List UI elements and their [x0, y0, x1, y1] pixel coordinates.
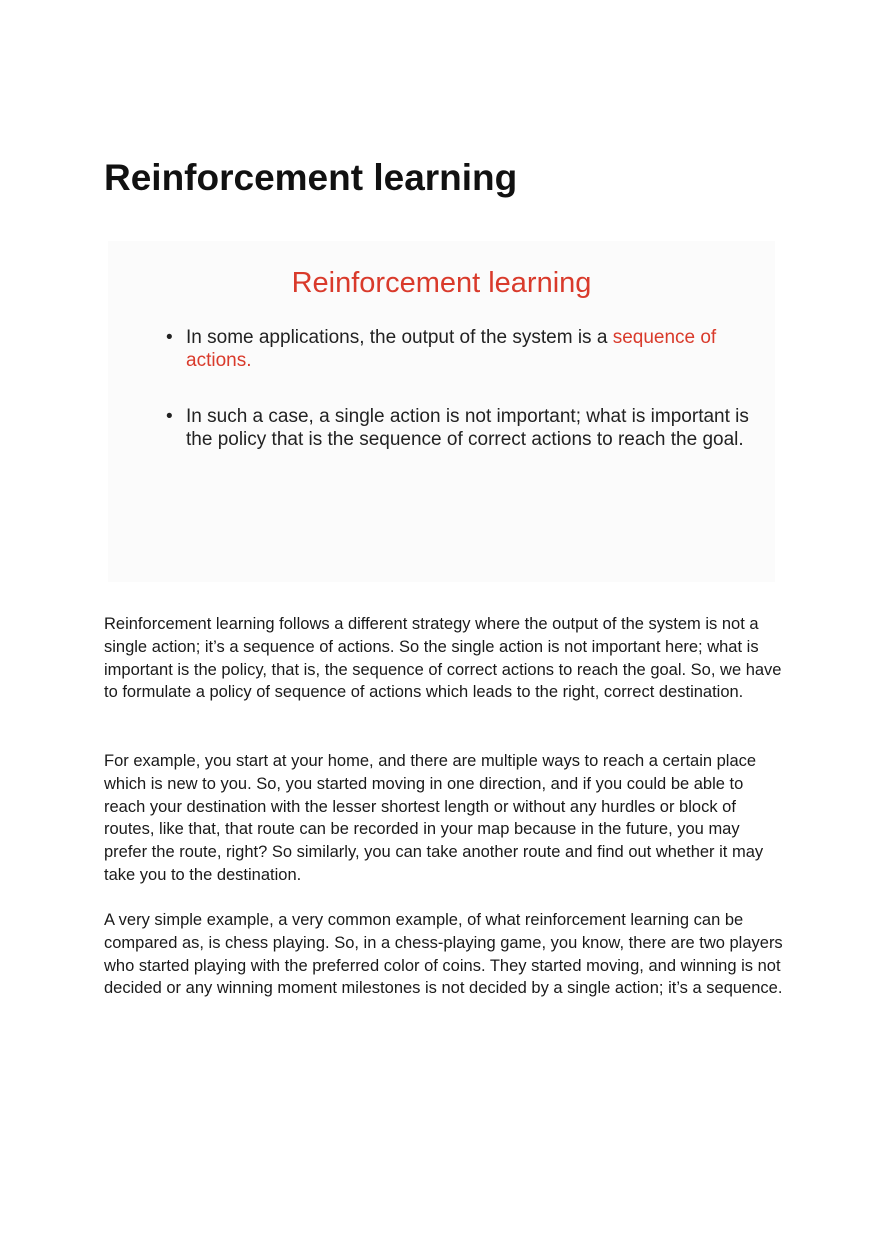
body-paragraph: Reinforcement learning follows a different strategy where the output of the system is not a single action; it’s a sequence of actions. So the single action is not important here; what is important is the policy, that is, the sequence of correct actions to reach the goal. So, we have to formulate a policy of sequence of actions which leads to the right, correct destination. — [104, 615, 782, 702]
slide-bullet-text: In such a case, a single action is not important; what is important is the policy that is the sequence of correct actions to reach the goal. — [186, 406, 749, 450]
body-paragraph: A very simple example, a very common example, of what reinforcement learning can be compared as, is chess playing. So, in a chess-playing game, you know, there are two players who started playing with the preferred color of coins. They started moving, and winning is not decided or any winning moment milestones is not decided by a single action; it’s a sequence. — [104, 911, 783, 998]
slide-bullet-plain-text: In some applications, the output of the system is a — [186, 327, 613, 348]
slide-image — [108, 241, 775, 582]
bullet-icon: • — [166, 327, 173, 348]
slide-bullet — [166, 326, 758, 372]
body-paragraph: For example, you start at your home, and there are multiple ways to reach a certain place which is new to you. So, you started moving in one direction, and if you could be able to reach your destination with the lesser shortest length or without any hurdles or block of routes, like that, that route can be recorded in your map because in the future, you may prefer the route, right? So similarly, you can take another route and find out whether it may take you to the destination. — [104, 752, 764, 884]
slide-bullet-text — [166, 326, 758, 372]
page-title: Reinforcement learning — [104, 157, 518, 198]
slide-title: Reinforcement learning — [291, 267, 592, 299]
slide-bullet — [166, 405, 758, 451]
slide-bullet-highlight: sequence of actions. — [186, 327, 717, 371]
bullet-icon: • — [166, 406, 173, 427]
